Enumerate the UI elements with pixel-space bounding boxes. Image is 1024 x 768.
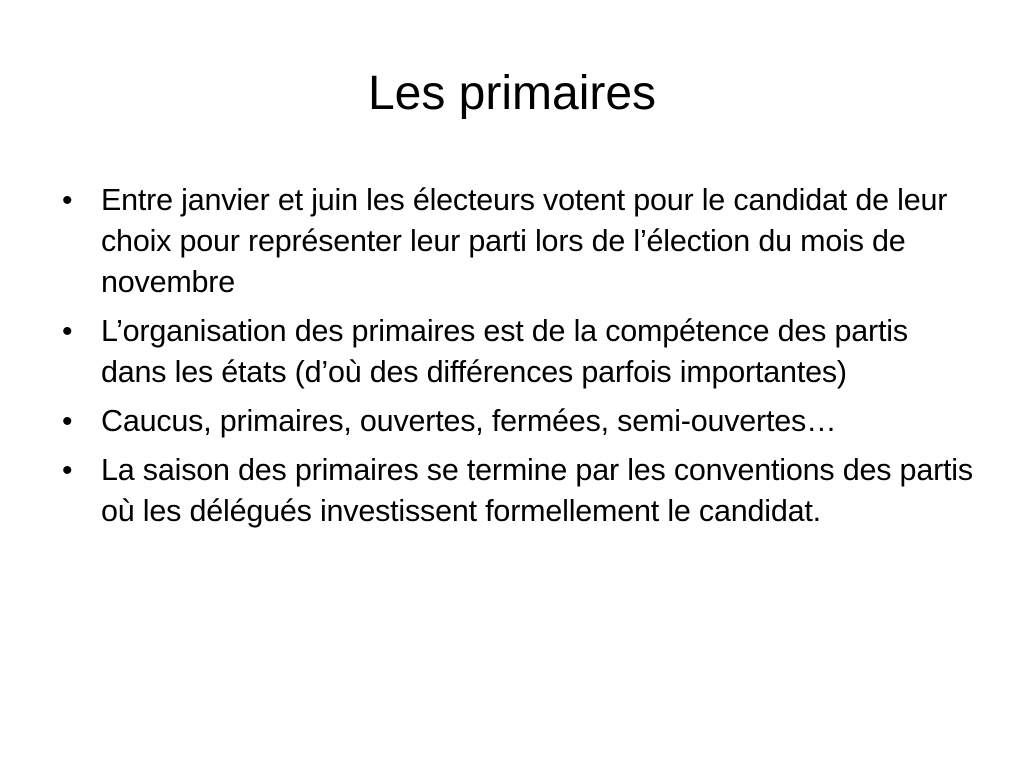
bullet-dot-icon: • (62, 405, 73, 438)
bullet-item-4 (60, 450, 980, 532)
bullet-text-4: La saison des primaires se termine par les conventions des partis où les délégués investissent formellement le candidat. (101, 453, 973, 528)
bullet-dot-icon: • (62, 454, 73, 487)
bullet-text-1: Entre janvier et juin les électeurs votent pour le candidat de leur choix pour représenter leur parti lors de l’élection du mois de novembre (101, 183, 948, 299)
bullet-dot-icon: • (62, 315, 73, 348)
bullet-item-2 (60, 311, 980, 393)
slide-title: Les primaires (367, 67, 657, 120)
bullet-dot-icon: • (62, 184, 73, 217)
bullet-text-2: L’organisation des primaires est de la compétence des partis dans les états (d’où des différences parfois importantes) (101, 314, 908, 389)
bullet-text-3: Caucus, primaires, ouvertes, fermées, semi-ouvertes… (101, 404, 837, 438)
bullet-list (60, 180, 980, 540)
bullet-item-1 (60, 180, 980, 303)
bullet-item-3 (60, 401, 980, 442)
